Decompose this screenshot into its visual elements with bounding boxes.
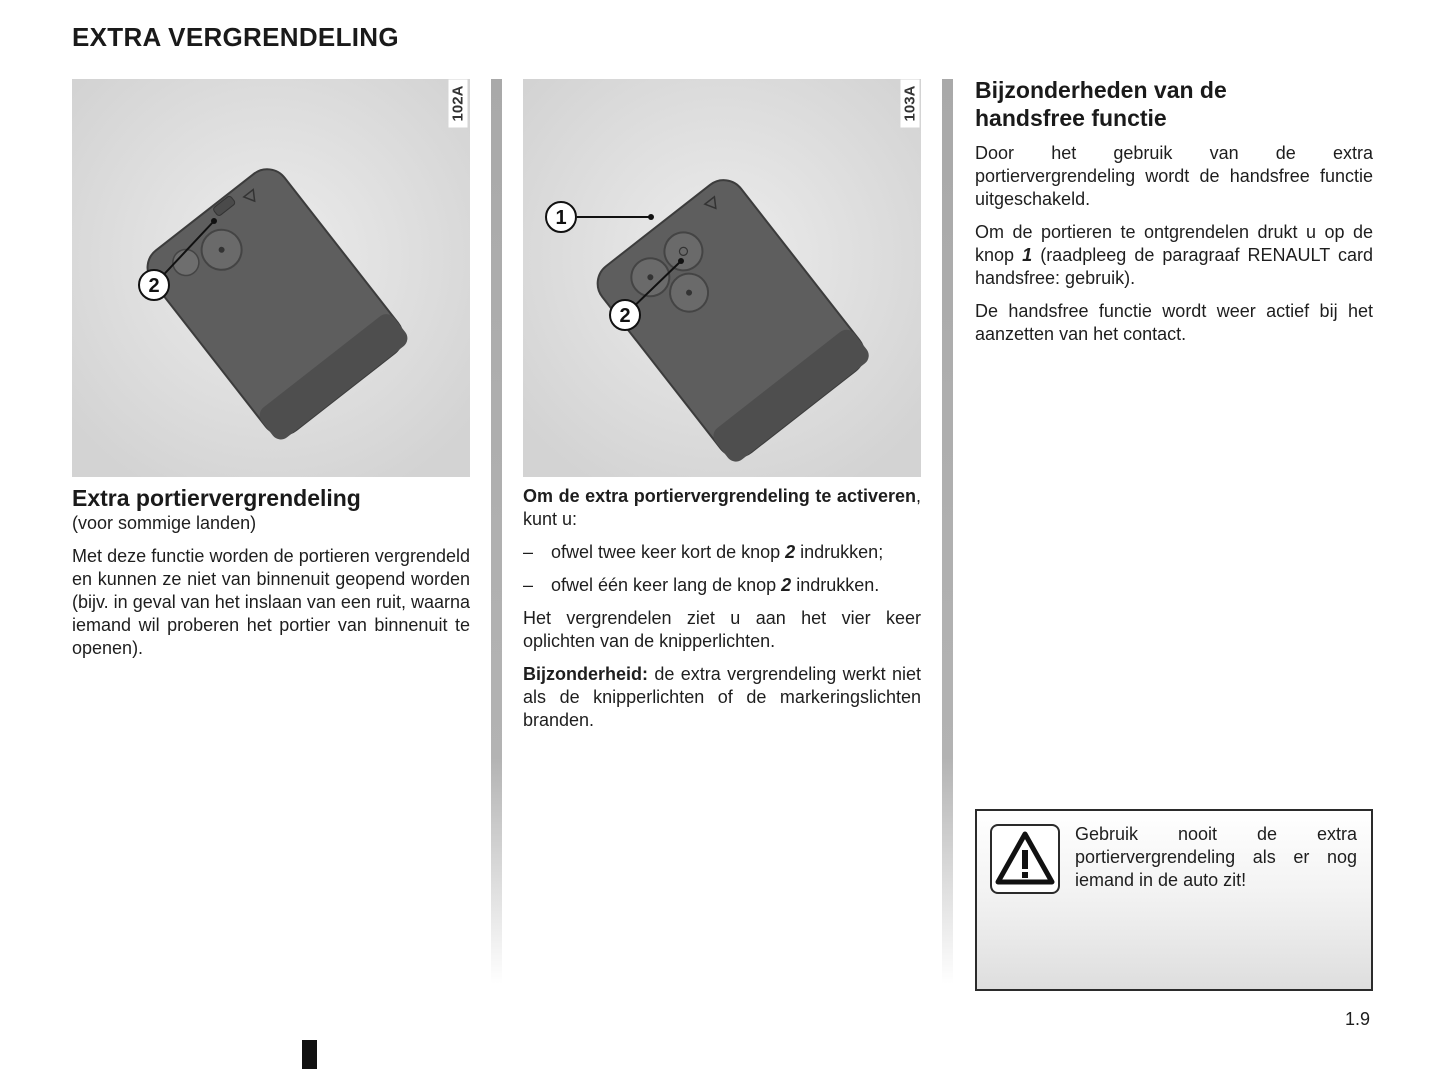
column-1-text bbox=[72, 484, 470, 660]
section-paragraph: Het vergrendelen ziet u aan het vier keer oplichten van de knipperlichten. bbox=[523, 608, 921, 651]
warning-triangle-icon bbox=[990, 824, 1060, 894]
warning-box bbox=[975, 809, 1373, 991]
section-heading: Extra portiervergrendeling bbox=[72, 485, 361, 511]
section-paragraph: De handsfree functie wordt weer actief bij het aanzetten van het contact. bbox=[975, 301, 1373, 344]
callout-number: 1 bbox=[555, 207, 567, 229]
page-number: 1.9 bbox=[1345, 1009, 1371, 1029]
list-item: – ofwel één keer lang de knop 2 indrukken. bbox=[523, 575, 880, 595]
column-2-text bbox=[523, 485, 921, 742]
callout-number: 2 bbox=[148, 275, 160, 297]
section-paragraph: Om de portieren te ontgrendelen drukt u op de knop 1 (raadpleeg de paragraaf RENAULT card handsfree: gebruik). bbox=[975, 222, 1373, 288]
figure-reference-label: 102A bbox=[449, 80, 468, 128]
figure-reference-label: 103A bbox=[901, 80, 920, 128]
card-illustration bbox=[72, 79, 470, 477]
note-paragraph: Bijzonderheid: de extra vergrendeling werkt niet als de knipperlichten of de markeringslichten branden. bbox=[523, 664, 921, 730]
column-divider bbox=[491, 79, 502, 984]
section-heading-line-2: handsfree functie bbox=[975, 105, 1167, 131]
edge-marker bbox=[302, 1040, 317, 1069]
column-3-text bbox=[975, 76, 1373, 356]
page-title: EXTRA VERGRENDELING bbox=[72, 22, 399, 52]
figure-card-two-buttons bbox=[72, 79, 470, 477]
instruction-intro: Om de extra portiervergrendeling te activeren, kunt u: bbox=[523, 486, 921, 529]
list-item: – ofwel twee keer kort de knop 2 indrukken; bbox=[523, 542, 884, 562]
instruction-list bbox=[523, 541, 921, 597]
section-paragraph: Door het gebruik van de extra portiervergrendeling wordt de handsfree functie uitgeschakeld. bbox=[975, 143, 1373, 209]
card-illustration bbox=[523, 79, 921, 477]
callout-number: 2 bbox=[619, 305, 631, 327]
column-divider bbox=[942, 79, 953, 984]
warning-text: Gebruik nooit de extra portiervergrendeling als er nog iemand in de auto zit! bbox=[1075, 824, 1357, 890]
figure-card-three-buttons bbox=[523, 79, 921, 477]
section-subheading: (voor sommige landen) bbox=[72, 513, 257, 533]
section-heading: Bijzonderheden van de bbox=[975, 77, 1227, 103]
section-paragraph: Met deze functie worden de portieren vergrendeld en kunnen ze niet van binnenuit geopend worden (bijv. in geval van het inslaan van een ruit, waarna iemand wil proberen het portier van binnenuit te openen). bbox=[72, 546, 470, 658]
